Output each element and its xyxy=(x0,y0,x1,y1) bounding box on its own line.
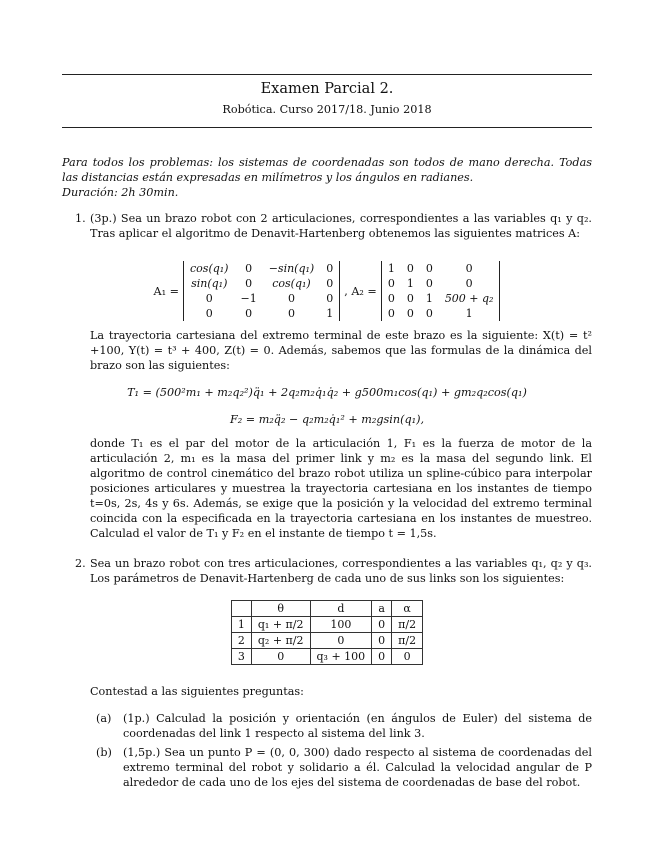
matrix-cell: 1 xyxy=(425,292,433,305)
a1-label: A₁ = xyxy=(153,284,180,298)
dh-parameters-table xyxy=(231,600,423,665)
question-a-label: (a) xyxy=(96,712,112,725)
matrix-cell: 0 xyxy=(387,292,395,305)
table-cell: π/2 xyxy=(392,617,423,633)
row xyxy=(184,306,340,321)
page-title: Examen Parcial 2. xyxy=(260,81,394,97)
matrix-cell: 1 xyxy=(465,307,473,320)
matrix-cell: 0 xyxy=(387,277,395,290)
dh-table-wrap xyxy=(62,600,592,665)
matrix-cell: 0 xyxy=(245,262,253,275)
table-cell: 0 xyxy=(372,617,392,633)
table-cell: 3 xyxy=(231,649,251,665)
matrix-cell: −1 xyxy=(240,292,257,305)
row xyxy=(184,276,340,291)
matrix-cell: 0 xyxy=(245,277,253,290)
table-cell: 0 xyxy=(372,633,392,649)
matrix-cell: cos(q₁) xyxy=(272,277,311,290)
instructions xyxy=(62,155,592,200)
matrix-cell: 0 xyxy=(245,307,253,320)
problem-2-text: Sea un brazo robot con tres articulaciones, correspondientes a las variables q₁, q₂ y q₃. Los parámetros de Denavit-Hartenberg de cada uno de sus links son los siguientes: xyxy=(90,557,592,585)
table-cell: 2 xyxy=(231,633,251,649)
table-cell: 100 xyxy=(310,617,372,633)
matrix-cell: 0 xyxy=(205,307,213,320)
problem-1-text: (3p.) Sea un brazo robot con 2 articulaciones, correspondientes a las variables q₁ y q₂. Tras aplicar el algoritmo de Denavit-Hartenberg obtenemos las siguientes matrices A: xyxy=(90,212,592,240)
row xyxy=(381,306,500,321)
row xyxy=(231,601,422,617)
matrix-cell: 0 xyxy=(406,262,414,275)
matrix-cell: sin(q₁) xyxy=(191,277,228,290)
matrix-cell: 0 xyxy=(326,262,334,275)
matrix-cell: 1 xyxy=(326,307,334,320)
questions-intro: Contestad a las siguientes preguntas: xyxy=(90,685,304,698)
question-b-text: (1,5p.) Sea un punto P = (0, 0, 300) dado respecto al sistema de coordenadas del extremo terminal del robot y solidario a él. Calculad la velocidad angular de P alrededor de cada uno de los ejes del sistema de coordenadas de base del robot. xyxy=(123,746,592,789)
problem-1-description: donde T₁ es el par del motor de la articulación 1, F₁ es la fuerza de motor de la articulación 2, m₁ es la masa del primer link y m₂ es la masa del segundo link. El algoritmo de control cinemático del brazo robot utiliza un spline-cúbico para interpolar posiciones articulares y muestrea la trayectoria cartesiana en los instantes de tiempo t=0s, 2s, 4s y 6s. Además, se exige que la posición y la velocidad del extremo terminal coincida con la especificada en la trayectoria cartesiana en los instantes de muestreo. Calculad el valor de T₁ y F₂ en el instante de tiempo t = 1,5s. xyxy=(90,437,592,540)
table-cell: q₃ + 100 xyxy=(310,649,372,665)
table-cell: 0 xyxy=(310,633,372,649)
matrix-cell: 0 xyxy=(326,277,334,290)
table-cell: d xyxy=(310,601,372,617)
matrix-cell: 0 xyxy=(465,262,473,275)
table-cell: θ xyxy=(251,601,310,617)
matrix-a1 xyxy=(183,261,340,321)
table-cell: 0 xyxy=(251,649,310,665)
trajectory-text: La trayectoria cartesiana del extremo terminal de este brazo es la siguiente: X(t) = t² +100, Y(t) = t³ + 400, Z(t) = 0. Además, sabemos que las formulas de la dinámica del brazo son las siguientes: xyxy=(90,329,592,372)
table-cell: α xyxy=(392,601,423,617)
top-rule xyxy=(62,74,592,75)
matrix-cell: 0 xyxy=(205,292,213,305)
matrix-cell: 1 xyxy=(387,262,395,275)
matrix-cell: 0 xyxy=(425,277,433,290)
row xyxy=(231,649,422,665)
question-a-text: (1p.) Calculad la posición y orientación (en ángulos de Euler) del sistema de coordenadas del link 1 respecto al sistema del link 3. xyxy=(123,712,592,740)
matrix-cell: 500 + q₂ xyxy=(444,292,494,305)
table-cell: a xyxy=(372,601,392,617)
question-b-label: (b) xyxy=(96,746,112,759)
matrix-cell: 0 xyxy=(425,262,433,275)
table-cell: 0 xyxy=(392,649,423,665)
table-cell xyxy=(231,601,251,617)
row xyxy=(231,633,422,649)
header-bottom-rule xyxy=(62,127,592,128)
matrix-cell: 0 xyxy=(425,307,433,320)
table-cell: 0 xyxy=(372,649,392,665)
row xyxy=(381,276,500,291)
row xyxy=(381,261,500,276)
matrix-cell: 0 xyxy=(287,307,295,320)
duration-text: Duración: 2h 30min. xyxy=(62,186,179,199)
problem-1-number: 1. xyxy=(75,212,86,225)
matrix-cell: 0 xyxy=(287,292,295,305)
equation-t1: T₁ = (500²m₁ + m₂q₂²)q̈₁ + 2q₂m₂q̇₁q̇₂ + g500m₁cos(q₁) + gm₂q₂cos(q₁) xyxy=(127,386,527,399)
matrix-cell: 0 xyxy=(387,307,395,320)
matrix-cell: 0 xyxy=(406,292,414,305)
table-cell: q₁ + π/2 xyxy=(251,617,310,633)
table-cell: q₂ + π/2 xyxy=(251,633,310,649)
matrix-cell: 0 xyxy=(465,277,473,290)
matrix-cell: cos(q₁) xyxy=(190,262,229,275)
matrix-cell: −sin(q₁) xyxy=(268,262,315,275)
matrix-cell: 0 xyxy=(406,307,414,320)
page-subtitle: Robótica. Curso 2017/18. Junio 2018 xyxy=(222,103,432,116)
equation-f2: F₂ = m₂q̈₂ − q₂m₂q̇₁² + m₂gsin(q₁), xyxy=(229,413,425,426)
a2-label: , A₂ = xyxy=(344,284,377,298)
row xyxy=(184,261,340,276)
problem-2-number: 2. xyxy=(75,557,86,570)
table-cell: 1 xyxy=(231,617,251,633)
matrix-cell: 0 xyxy=(326,292,334,305)
matrix-cell: 1 xyxy=(406,277,414,290)
row xyxy=(381,291,500,306)
row xyxy=(231,617,422,633)
instructions-text: Para todos los problemas: los sistemas de coordenadas son todos de mano derecha. Todas las distancias están expresadas en milímetros y los ángulos en radianes. xyxy=(62,156,592,184)
table-cell: π/2 xyxy=(392,633,423,649)
matrices xyxy=(62,258,592,324)
matrix-a2 xyxy=(381,261,501,321)
row xyxy=(184,291,340,306)
